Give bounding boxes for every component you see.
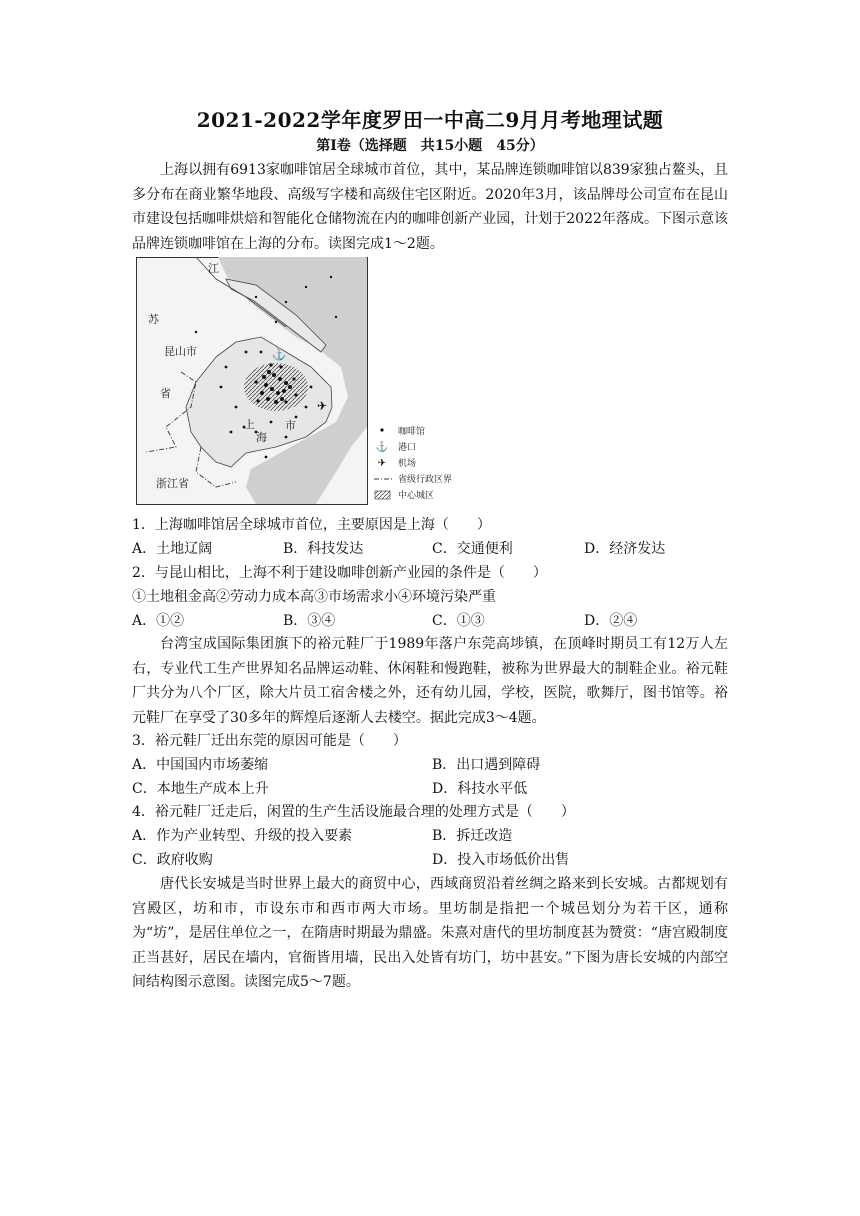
question-3-options bbox=[132, 754, 732, 802]
question-4-options bbox=[132, 825, 732, 873]
question-1-options bbox=[132, 538, 732, 562]
port-icon: ⚓ bbox=[271, 347, 287, 361]
legend-plane-icon: ✈ bbox=[377, 458, 387, 469]
option-b: B．出口遇到障碍 bbox=[432, 757, 541, 773]
legend-label: 港口 bbox=[398, 443, 417, 453]
option-a: A．中国国内市场萎缩 bbox=[132, 757, 269, 773]
legend-dot-icon bbox=[380, 428, 383, 431]
legend-label: 省级行政区界 bbox=[398, 475, 453, 485]
option-c: C．①③ bbox=[432, 613, 485, 629]
question-1-stem: 1．上海咖啡馆居全球城市首位，主要原因是上海（ ） bbox=[132, 517, 491, 533]
legend-label: 机场 bbox=[398, 459, 417, 469]
section-heading: 第Ⅰ卷（选择题 共15小题 45分） bbox=[316, 138, 544, 154]
coffee-shop-distribution-map bbox=[136, 257, 472, 511]
option-d: D．②④ bbox=[584, 613, 638, 629]
option-d: D．经济发达 bbox=[584, 541, 666, 557]
legend-anchor-icon: ⚓ bbox=[375, 442, 389, 453]
map-label-sheng: 省 bbox=[160, 387, 171, 400]
page-title: 2021-2022学年度罗田一中高二9月月考地理试题 bbox=[196, 108, 664, 132]
question-2-conditions: ①土地租金高②劳动力成本高③市场需求小④环境污染严重 bbox=[132, 589, 496, 605]
passage-2: 台湾宝成国际集团旗下的裕元鞋厂于1989年落户东莞高埗镇，在顶峰时期员工有12万人左右，专业代工生产世界知名品牌运动鞋、休闲鞋和慢跑鞋，被称为世界最大的制鞋企业。裕元鞋厂共分为八个厂区，除大片员工宿舍楼之外，还有幼儿园，学校，医院，歌舞厅，图书馆等。裕元鞋厂在享受了30多年的辉煌后逐渐人去楼空。据此完成3～4题。 bbox=[132, 636, 728, 726]
legend-hatch-icon bbox=[375, 491, 390, 499]
option-d: D．科技水平低 bbox=[432, 781, 528, 797]
map-label-shi: 市 bbox=[285, 419, 296, 432]
option-a: A．土地辽阔 bbox=[132, 541, 213, 557]
question-3-stem: 3．裕元鞋厂迁出东莞的原因可能是（ ） bbox=[132, 733, 407, 749]
option-b: B．拆迁改造 bbox=[432, 828, 513, 844]
option-c: C．政府收购 bbox=[132, 852, 213, 868]
option-d: D．投入市场低价出售 bbox=[432, 852, 570, 868]
map-label-shang: 上 bbox=[244, 418, 255, 431]
passage-1: 上海以拥有6913家咖啡馆居全球城市首位，其中，某品牌连锁咖啡馆以839家独占鳌头，且多分布在商业繁华地段、高级写字楼和高级住宅区附近。2020年3月，该品牌母公司宣布在昆山市建设包括咖啡烘焙和智能化仓储物流在内的咖啡创新产业园，计划于2022年落成。下图示意该品牌连锁咖啡馆在上海的分布。读图完成1～2题。 bbox=[132, 162, 728, 252]
map-label-zhejiang: 浙江省 bbox=[156, 477, 189, 490]
map-label-jiang: 江 bbox=[208, 262, 219, 275]
option-c: C．本地生产成本上升 bbox=[132, 781, 269, 797]
airport-icon: ✈ bbox=[316, 399, 328, 413]
question-2-options bbox=[132, 610, 732, 634]
question-4-stem: 4．裕元鞋厂迁走后，闲置的生产生活设施最合理的处理方式是（ ） bbox=[132, 804, 575, 820]
map-legend bbox=[374, 425, 452, 501]
map-label-kunshan: 昆山市 bbox=[164, 345, 197, 358]
map-label-hai: 海 bbox=[256, 431, 267, 444]
passage-3: 唐代长安城是当时世界上最大的商贸中心，西域商贸沿着丝绸之路来到长安城。古都规划有宫殿区，坊和市，市设东市和西市两大市场。里坊制是指把一个城邑划分为若干区，通称为“坊”，是居住单位之一，在隋唐时期最为鼎盛。朱熹对唐代的里坊制度甚为赞赏：“唐宫殿制度正当甚好，居民在墙内，官衙皆用墙，民出入处皆有坊门，坊中甚安。”下图为唐长安城的内部空间结构图示意图。读图完成5～7题。 bbox=[132, 876, 728, 990]
legend-label: 中心城区 bbox=[398, 491, 435, 501]
option-a: A．①② bbox=[132, 613, 185, 629]
map-label-su: 苏 bbox=[148, 313, 159, 326]
option-a: A．作为产业转型、升级的投入要素 bbox=[132, 828, 353, 844]
option-b: B．③④ bbox=[283, 613, 336, 629]
legend-label: 咖啡馆 bbox=[398, 427, 426, 437]
option-c: C．交通便利 bbox=[432, 541, 513, 557]
option-b: B．科技发达 bbox=[283, 541, 364, 557]
question-2-stem: 2．与昆山相比，上海不利于建设咖啡创新产业园的条件是（ ） bbox=[132, 565, 547, 581]
